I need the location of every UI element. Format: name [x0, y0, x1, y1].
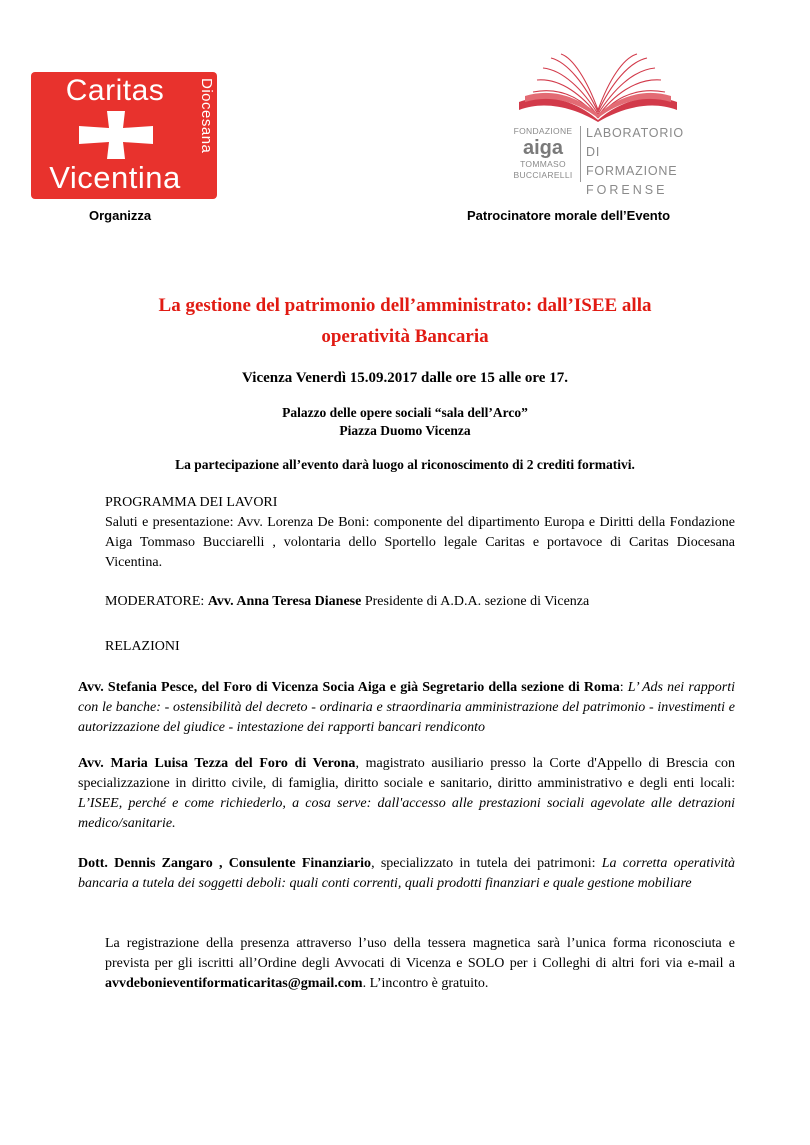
- caritas-logo: [31, 72, 217, 199]
- relazione-speaker: Dott. Dennis Zangaro , Consulente Finanziario: [78, 856, 372, 871]
- aiga-line-fondazione: FONDAZIONE: [513, 126, 573, 136]
- relazione-separator: ,: [371, 856, 381, 871]
- event-credits: La partecipazione all’evento darà luogo al riconoscimento di 2 crediti formativi.: [175, 457, 635, 472]
- relazione-3: [78, 854, 735, 894]
- aiga-divider: [580, 126, 581, 182]
- relazione-speaker: Avv. Maria Luisa Tezza del Foro di Verona: [78, 756, 356, 771]
- event-address: Piazza Duomo Vicenza: [339, 423, 471, 438]
- registration-text: La registrazione della presenza attraverso l’uso della tessera magnetica sarà l’unica forma riconosciuta e prevista per gli iscritti all’Ordine degli Avvocati di Vicenza e SOLO per i Colleghi di altri fori via e-mail a: [105, 936, 735, 971]
- aiga-line-bucciarelli: BUCCIARELLI: [513, 170, 573, 180]
- aiga-line-aiga: aiga: [522, 137, 564, 159]
- program-heading: PROGRAMMA DEI LAVORI: [105, 495, 278, 510]
- registration-email[interactable]: avvdebonieventiformaticaritas@gmail.com: [105, 976, 363, 991]
- relazione-topic: L’ Ads nei rapporti con le banche: - ostensibilità del decreto - ordinaria e straordinaria amministrazione del patrimonio - investimenti e autorizzazione del giudice - intestazione dei rapporti bancari rendiconto: [78, 680, 735, 735]
- event-title: [80, 290, 730, 352]
- relazione-topic: L’ISEE, perché e come richiederlo, a cosa serve: dall'accesso alle prestazioni sociali agevolate alle detrazioni medico/sanitarie.: [78, 796, 735, 831]
- aiga-line-formazione: FORMAZIONE: [586, 164, 678, 178]
- caritas-logo-word: Caritas: [65, 74, 165, 107]
- organizza-label: Organizza: [89, 208, 152, 223]
- event-date: Vicenza Venerdì 15.09.2017 dalle ore 15 alle ore 17.: [242, 370, 568, 386]
- moderator-role: Presidente di A.D.A. sezione di Vicenza: [361, 594, 590, 609]
- aiga-foundation-name: [510, 126, 576, 181]
- relazione-description: magistrato ausiliario presso la Corte d'Appello di Brescia con specializzazione in diritto civile, di famiglia, diritto sociale e sanitario, diritto amministrativo e degli enti locali:: [78, 756, 735, 791]
- moderator: [105, 592, 735, 612]
- program-section: [105, 493, 735, 573]
- aiga-line-forense: FORENSE: [586, 183, 668, 197]
- relazione-2: [78, 754, 735, 834]
- patrocinatore-label: Patrocinatore morale dell’Evento: [467, 208, 671, 223]
- relazione-topic: La corretta operatività bancaria a tutela dei soggetti deboli: quali conti correnti, quali prodotti finanziari e quale gestione mobiliare: [78, 856, 735, 891]
- caritas-logo-city: Vicentina: [49, 160, 181, 195]
- program-intro: Saluti e presentazione: Avv. Lorenza De Boni: componente del dipartimento Europa e Diritti della Fondazione Aiga Tommaso Bucciarelli , volontaria dello Sportello legale Caritas e portavoce di Caritas Diocesana Vicentina.: [105, 515, 735, 570]
- registration-closing: . L’incontro è gratuito.: [362, 976, 489, 991]
- event-venue: Palazzo delle opere sociali “sala dell’Arco”: [282, 405, 528, 420]
- caritas-logo-vertical-word: Diocesana: [198, 78, 215, 154]
- title-line-1: La gestione del patrimonio dell’amministrato: dall’ISEE alla: [158, 295, 652, 316]
- aiga-lab-name: [586, 124, 690, 200]
- relazione-1: [78, 678, 735, 738]
- moderator-label: MODERATORE:: [105, 594, 208, 609]
- aiga-logo: [510, 52, 690, 197]
- open-book-icon: [515, 52, 685, 122]
- moderator-name: Avv. Anna Teresa Dianese: [207, 594, 362, 609]
- aiga-line-laboratorio: LABORATORIO DI: [586, 126, 684, 159]
- title-line-2: operatività Bancaria: [321, 326, 489, 347]
- relazione-speaker: Avv. Stefania Pesce, del Foro di Vicenza Socia Aiga e già Segretario della sezione di Roma: [78, 680, 620, 695]
- relazione-separator: ,: [355, 756, 366, 771]
- registration-note: [105, 934, 735, 994]
- relazioni-heading: RELAZIONI: [105, 639, 180, 654]
- relazione-separator: :: [619, 680, 628, 695]
- aiga-line-tommaso: TOMMASO: [520, 159, 566, 169]
- cross-icon: [77, 109, 155, 161]
- relazione-description: specializzato in tutela dei patrimoni:: [380, 856, 602, 871]
